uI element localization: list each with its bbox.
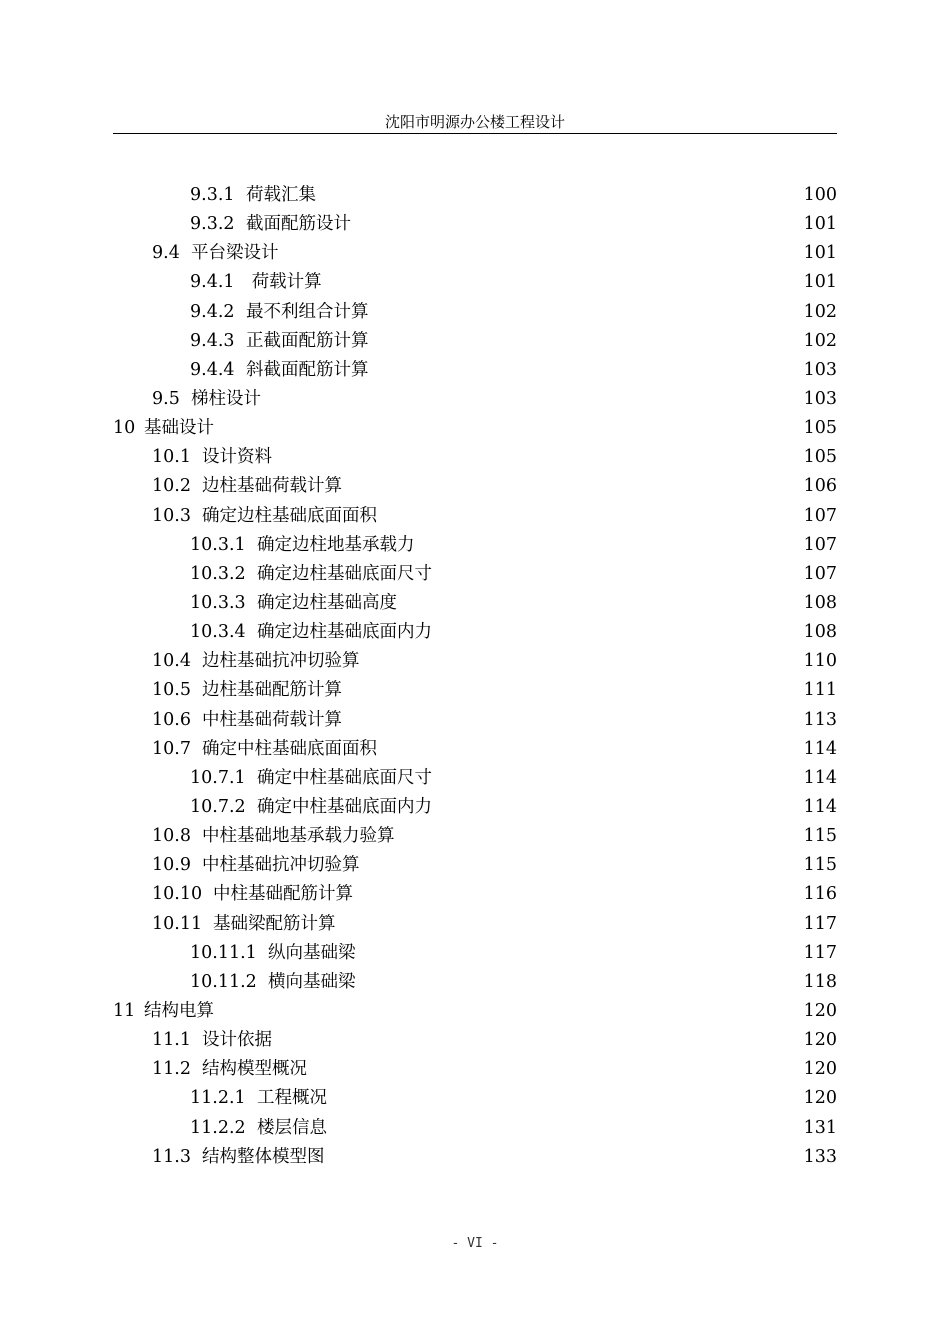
toc-entry[interactable] — [0, 1055, 950, 1084]
toc-entry-title: 基础梁配筋计算 — [213, 913, 336, 934]
toc-entry[interactable] — [0, 1084, 950, 1113]
toc-entry[interactable] — [0, 910, 950, 939]
toc-entry-page: 106 — [803, 476, 837, 497]
toc-entry[interactable] — [0, 793, 950, 822]
toc-entry-number: 10.6 — [152, 709, 191, 730]
toc-entry-title: 中柱基础荷载计算 — [202, 709, 342, 730]
toc-entry[interactable] — [0, 531, 950, 560]
toc-entry[interactable] — [0, 676, 950, 705]
toc-entry-title: 正截面配筋计算 — [246, 330, 369, 351]
toc-entry-page: 114 — [803, 796, 837, 817]
toc-entry[interactable] — [0, 210, 950, 239]
toc-entry[interactable] — [0, 1143, 950, 1172]
toc-entry-title: 结构电算 — [144, 1000, 214, 1021]
toc-entry-number: 10.1 — [152, 447, 191, 468]
toc-entry-number: 10.3.3 — [190, 592, 246, 613]
toc-entry-page: 131 — [803, 1117, 837, 1138]
toc-entry-page: 101 — [803, 214, 837, 235]
toc-entry-title: 设计依据 — [202, 1030, 272, 1051]
toc-entry[interactable] — [0, 181, 950, 210]
toc-entry[interactable] — [0, 822, 950, 851]
toc-entry-number: 10.3 — [152, 505, 191, 526]
toc-entry-page: 116 — [803, 884, 837, 905]
toc-entry-title: 边柱基础抗冲切验算 — [202, 651, 360, 672]
toc-entry-number: 10.5 — [152, 680, 191, 701]
toc-entry-title: 确定边柱基础底面面积 — [202, 505, 377, 526]
toc-entry-page: 101 — [803, 272, 837, 293]
toc-entry-number: 10.2 — [152, 476, 191, 497]
toc-entry-number: 10 — [113, 418, 136, 439]
toc-entry[interactable] — [0, 880, 950, 909]
toc-entry-number: 10.8 — [152, 826, 191, 847]
toc-entry-page: 133 — [803, 1146, 837, 1167]
toc-entry-title: 横向基础梁 — [268, 971, 356, 992]
toc-entry-page: 107 — [803, 505, 837, 526]
toc-entry-number: 9.4.3 — [190, 330, 235, 351]
toc-entry-page: 120 — [803, 1000, 837, 1021]
toc-entry-page: 120 — [803, 1088, 837, 1109]
toc-entry[interactable] — [0, 385, 950, 414]
toc-entry-page: 102 — [803, 301, 837, 322]
toc-entry-number: 10.10 — [152, 884, 203, 905]
toc-entry-page: 120 — [803, 1030, 837, 1051]
toc-entry-page: 110 — [803, 651, 837, 672]
toc-entry[interactable] — [0, 327, 950, 356]
toc-entry-title: 边柱基础荷载计算 — [202, 476, 342, 497]
toc-entry-number: 10.9 — [152, 855, 191, 876]
toc-entry-number: 10.11.1 — [190, 942, 257, 963]
toc-entry-page: 114 — [803, 738, 837, 759]
toc-entry-page: 103 — [803, 359, 837, 380]
toc-entry[interactable] — [0, 414, 950, 443]
toc-entry-number: 9.3.1 — [190, 185, 235, 205]
toc-entry[interactable] — [0, 618, 950, 647]
toc-entry-title: 确定边柱基础底面内力 — [257, 622, 432, 643]
toc-entry-number: 10.7 — [152, 738, 191, 759]
toc-entry-number: 10.3.2 — [190, 563, 246, 584]
toc-entry-page: 115 — [803, 855, 837, 876]
toc-entry-title: 梯柱设计 — [191, 388, 261, 409]
toc-entry-page: 101 — [803, 243, 837, 264]
toc-entry-number: 9.5 — [152, 388, 180, 409]
toc-entry[interactable] — [0, 997, 950, 1026]
toc-entry[interactable] — [0, 939, 950, 968]
toc-entry-number: 11.2 — [152, 1059, 191, 1080]
toc-entry-number: 9.4 — [152, 243, 180, 264]
toc-entry-title: 中柱基础抗冲切验算 — [202, 855, 360, 876]
toc-entry-page: 115 — [803, 826, 837, 847]
toc-entry[interactable] — [0, 735, 950, 764]
toc-entry-page: 107 — [803, 563, 837, 584]
toc-entry-title: 最不利组合计算 — [246, 301, 369, 322]
toc-entry-number: 9.4.1 — [190, 272, 235, 293]
toc-entry-page: 108 — [803, 592, 837, 613]
toc-entry[interactable] — [0, 764, 950, 793]
toc-entry-page: 111 — [803, 680, 837, 701]
toc-entry-number: 11.2.2 — [190, 1117, 246, 1138]
toc-entry[interactable] — [0, 589, 950, 618]
toc-entry-title: 平台梁设计 — [191, 243, 279, 264]
toc-entry-title: 确定中柱基础底面内力 — [257, 796, 432, 817]
toc-entry-page: 108 — [803, 622, 837, 643]
toc-entry[interactable] — [0, 356, 950, 385]
toc-entry-number: 9.4.2 — [190, 301, 235, 322]
toc-entry-page: 118 — [803, 971, 837, 992]
toc-entry[interactable] — [0, 647, 950, 676]
toc-entry-page: 117 — [803, 913, 837, 934]
toc-entry-title: 斜截面配筋计算 — [246, 359, 369, 380]
toc-entry-title: 楼层信息 — [257, 1117, 327, 1138]
toc-entry-title: 截面配筋设计 — [246, 214, 351, 235]
toc-entry[interactable] — [0, 472, 950, 501]
toc-entry-page: 105 — [803, 418, 837, 439]
running-header: 沈阳市明源办公楼工程设计 — [113, 111, 837, 134]
toc-entry-title: 边柱基础配筋计算 — [202, 680, 342, 701]
toc-entry-page: 117 — [803, 942, 837, 963]
toc-entry-number: 10.4 — [152, 651, 191, 672]
toc-entry[interactable] — [0, 968, 950, 997]
toc-entry-number: 11.2.1 — [190, 1088, 246, 1109]
toc-entry-number: 10.11 — [152, 913, 203, 934]
toc-entry-title: 确定中柱基础底面面积 — [202, 738, 377, 759]
table-of-contents — [0, 181, 950, 1172]
toc-entry-page: 114 — [803, 767, 837, 788]
toc-entry[interactable] — [0, 443, 950, 472]
toc-entry-title: 确定边柱基础高度 — [257, 592, 397, 613]
toc-entry-title: 确定边柱地基承载力 — [257, 534, 415, 555]
toc-entry-number: 9.3.2 — [190, 214, 235, 235]
toc-entry[interactable] — [0, 560, 950, 589]
toc-entry-number: 11.1 — [152, 1030, 191, 1051]
toc-entry-title: 中柱基础配筋计算 — [213, 884, 353, 905]
toc-entry-title: 确定中柱基础底面尺寸 — [257, 767, 432, 788]
toc-entry[interactable] — [0, 502, 950, 531]
toc-entry-title: 荷载汇集 — [246, 185, 316, 205]
toc-entry-page: 113 — [803, 709, 837, 730]
toc-entry-page: 103 — [803, 388, 837, 409]
toc-entry-number: 9.4.4 — [190, 359, 235, 380]
toc-entry-number: 10.3.1 — [190, 534, 246, 555]
toc-entry-number: 10.3.4 — [190, 622, 246, 643]
toc-entry-number: 10.7.1 — [190, 767, 246, 788]
toc-entry-page: 107 — [803, 534, 837, 555]
toc-entry-page: 105 — [803, 447, 837, 468]
toc-entry[interactable] — [0, 298, 950, 327]
toc-entry[interactable] — [0, 1026, 950, 1055]
toc-entry-title: 设计资料 — [202, 447, 272, 468]
toc-entry[interactable] — [0, 268, 950, 297]
toc-entry-title: 纵向基础梁 — [268, 942, 356, 963]
toc-entry-number: 10.7.2 — [190, 796, 246, 817]
toc-entry[interactable] — [0, 239, 950, 268]
page-number: - VI - — [451, 1236, 499, 1251]
toc-entry-title: 基础设计 — [144, 418, 214, 439]
toc-entry[interactable] — [0, 1114, 950, 1143]
toc-entry[interactable] — [0, 851, 950, 880]
toc-entry-title: 结构模型概况 — [202, 1059, 307, 1080]
toc-entry-page: 120 — [803, 1059, 837, 1080]
toc-entry-page: 100 — [803, 185, 837, 205]
toc-entry-title: 工程概况 — [257, 1088, 327, 1109]
toc-entry[interactable] — [0, 706, 950, 735]
toc-entry-number: 11.3 — [152, 1146, 191, 1167]
toc-entry-page: 102 — [803, 330, 837, 351]
toc-entry-number: 11 — [113, 1000, 136, 1021]
toc-entry-title: 中柱基础地基承载力验算 — [202, 826, 395, 847]
toc-entry-title: 荷载计算 — [246, 272, 322, 293]
toc-entry-number: 10.11.2 — [190, 971, 257, 992]
toc-entry-title: 结构整体模型图 — [202, 1146, 325, 1167]
toc-entry-title: 确定边柱基础底面尺寸 — [257, 563, 432, 584]
